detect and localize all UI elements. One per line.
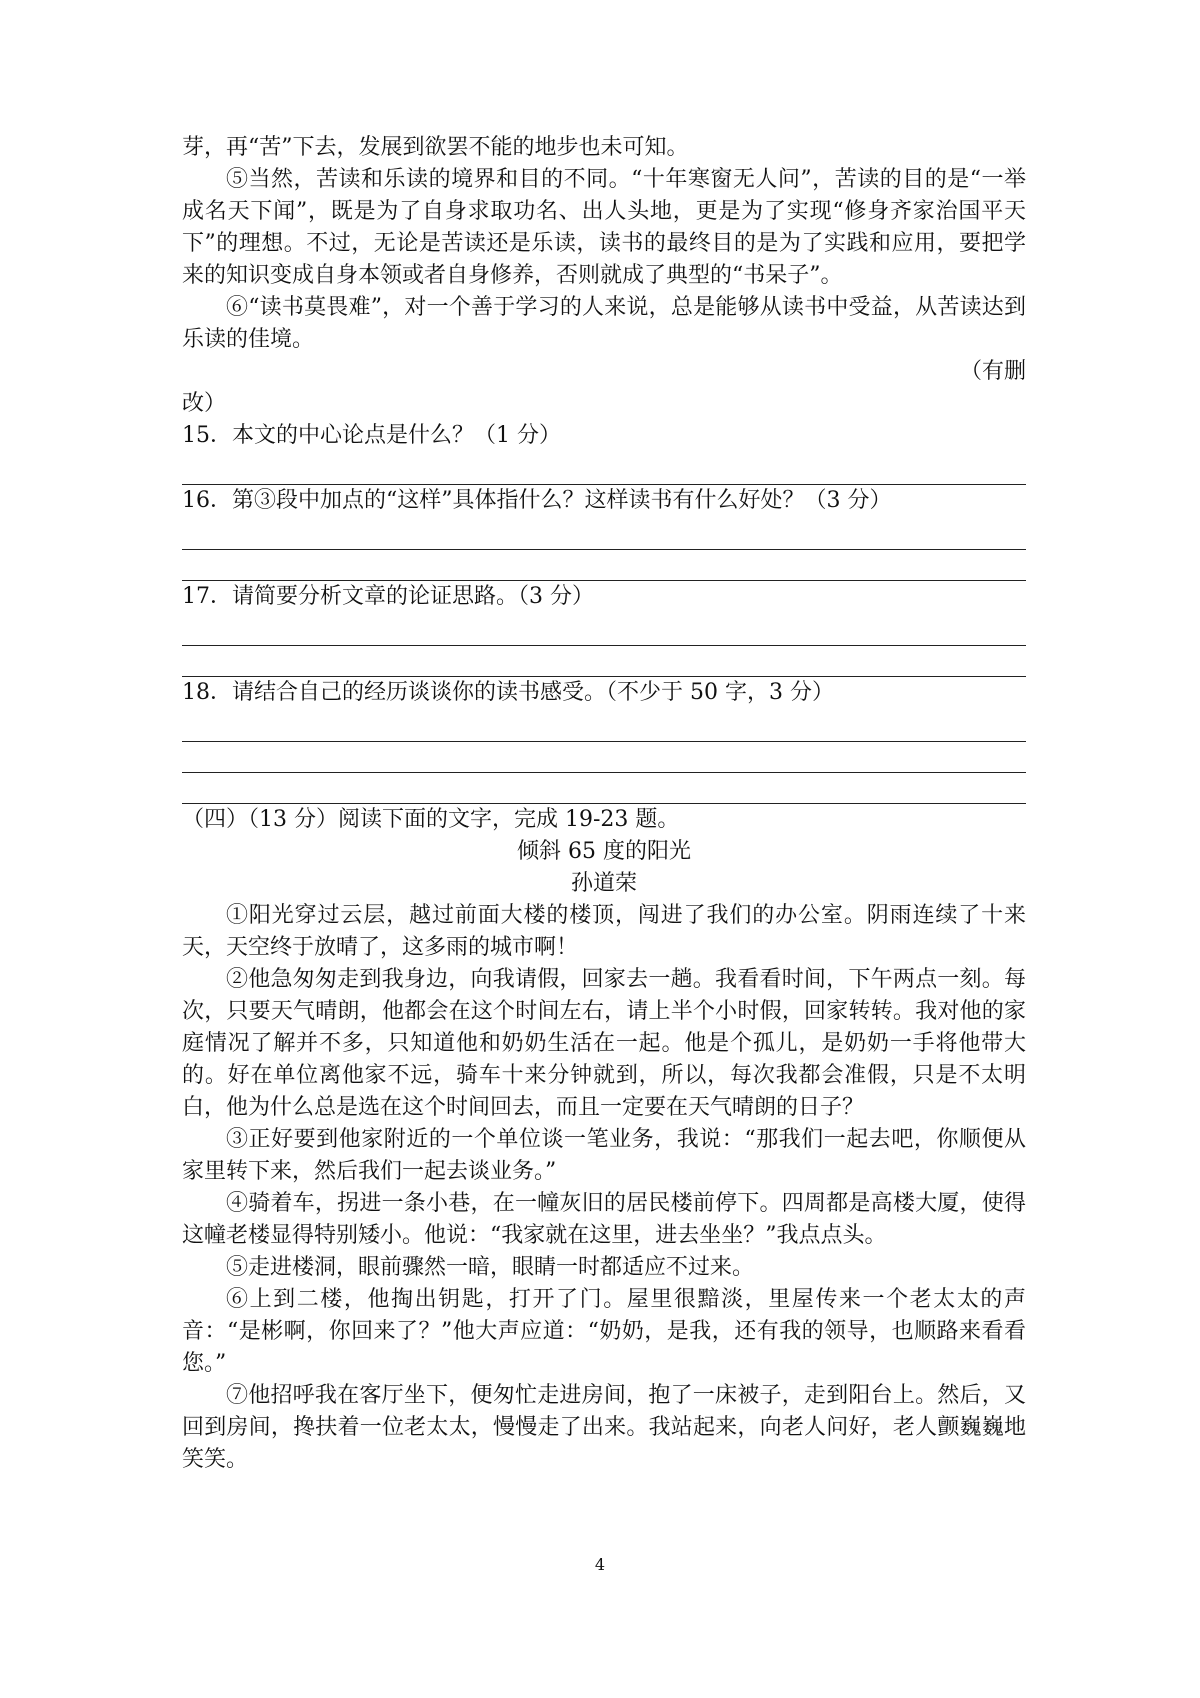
section-intro: （四）（13 分）阅读下面的文字，完成 19-23 题。 [182,807,680,832]
document-page [182,132,1026,1476]
question-16: 16．第③段中加点的“这样”具体指什么？这样读书有什么好处？（3 分） [182,488,892,513]
answer-line[interactable] [182,742,1026,773]
article-paragraph-2: ②他急匆匆走到我身边，向我请假，回家去一趟。我看看时间，下午两点一刻。每次，只要天气晴朗，他都会在这个时间左右，请上半个小时假，回家转转。我对他的家庭情况了解并不多，只知道他和奶奶生活在一起。他是个孤儿，是奶奶一手将他带大的。好在单位离他家不远，骑车十来分钟就到，所以，每次我都会准假，只是不太明白，他为什么总是选在这个时间回去，而且一定要在天气晴朗的日子？ [182,967,1026,1120]
source-note-part2: 改） [182,391,227,416]
article-author: 孙道荣 [570,871,637,896]
question-17: 17．请简要分析文章的论证思路。（3 分） [182,584,594,609]
answer-line[interactable] [182,646,1026,677]
answer-line[interactable] [182,550,1026,581]
article-paragraph-6: ⑥上到二楼，他掏出钥匙，打开了门。屋里很黯淡，里屋传来一个老太太的声音：“是彬啊，你回来了？”他大声应道：“奶奶，是我，还有我的领导，也顺路来看看您。” [182,1287,1026,1376]
page-number: 4 [594,1555,606,1574]
article-paragraph-5: ⑤走进楼洞，眼前骤然一暗，眼睛一时都适应不过来。 [226,1255,755,1280]
source-note-part1: （有删 [959,359,1026,384]
answer-line[interactable] [182,615,1026,646]
article-paragraph-3: ③正好要到他家附近的一个单位谈一笔业务，我说：“那我们一起去吧，你顺便从家里转下来，然后我们一起去谈业务。” [182,1127,1026,1184]
question-15: 15．本文的中心论点是什么？（1 分） [182,423,561,448]
article-paragraph-4: ④骑着车，拐进一条小巷，在一幢灰旧的居民楼前停下。四周都是高楼大厦，使得这幢老楼显得特别矮小。他说：“我家就在这里，进去坐坐？”我点点头。 [182,1191,1026,1248]
article-title: 倾斜 65 度的阳光 [517,839,691,864]
answer-line[interactable] [182,519,1026,550]
question-18: 18．请结合自己的经历谈谈你的读书感受。（不少于 50 字，3 分） [182,680,834,705]
answer-line[interactable] [182,773,1026,804]
passage-line-continue: 芽，再“苦”下去，发展到欲罢不能的地步也未可知。 [182,135,689,160]
article-paragraph-1: ①阳光穿过云层，越过前面大楼的楼顶，闯进了我们的办公室。阴雨连续了十来天，天空终于放晴了，这多雨的城市啊！ [182,903,1026,960]
article-paragraph-7: ⑦他招呼我在客厅坐下，便匆忙走进房间，抱了一床被子，走到阳台上。然后，又回到房间，搀扶着一位老太太，慢慢走了出来。我站起来，向老人问好，老人颤巍巍地笑笑。 [182,1383,1026,1472]
passage-paragraph-6: ⑥“读书莫畏难”，对一个善于学习的人来说，总是能够从读书中受益，从苦读达到乐读的佳境。 [182,295,1026,352]
passage-paragraph-5: ⑤当然，苦读和乐读的境界和目的不同。“十年寒窗无人问”，苦读的目的是“一举成名天下闻”，既是为了自身求取功名、出人头地，更是为了实现“修身齐家治国平天下”的理想。不过，无论是苦读还是乐读，读书的最终目的是为了实践和应用，要把学来的知识变成自身本领或者自身修养，否则就成了典型的“书呆子”。 [182,167,1026,288]
answer-line[interactable] [182,711,1026,742]
answer-line[interactable] [182,454,1026,485]
